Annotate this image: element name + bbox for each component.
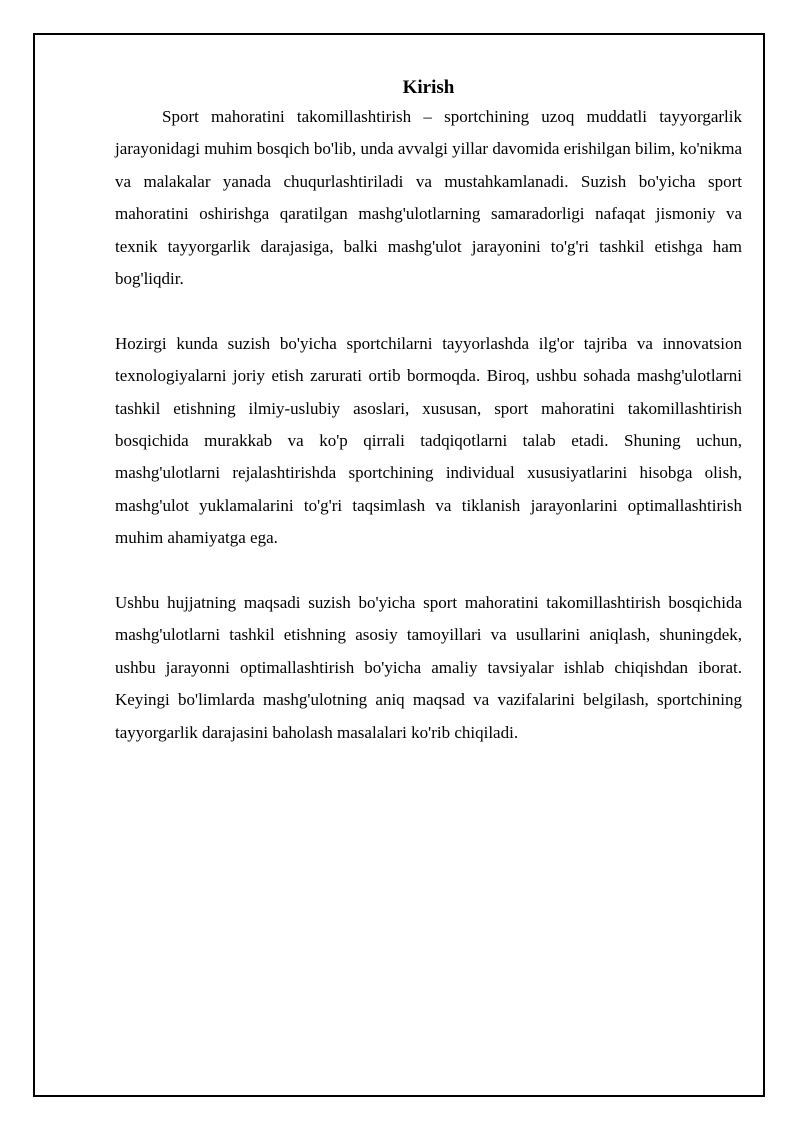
paragraph-spacer: [115, 295, 742, 327]
paragraph-intro: Sport mahoratini takomillashtirish – sportchining uzoq muddatli tayyorgarlik jarayonidagi muhim bosqich bo'lib, unda avvalgi yillar davomida erishilgan bilim, ko'nikma va malakalar yanada chuqurlashtiriladi va mustahkamlanadi. Suzish bo'yicha sport mahoratini oshirishga qaratilgan mashg'ulotlarning samaradorligi nafaqat jismoniy va texnik tayyorgarlik darajasiga, balki mashg'ulot jarayonini to'g'ri tashkil etishga ham bog'liqdir.: [115, 107, 742, 289]
paragraph-purpose: Ushbu hujjatning maqsadi suzish bo'yicha sport mahoratini takomillashtirish bosqichida mashg'ulotlarni tashkil etishning asosiy tamoyillari va usullarini aniqlash, shuningdek, ushbu jarayonni optimallashtirish bo'yicha amaliy tavsiyalar ishlab chiqishdan iborat. Keyingi bo'limlarda mashg'ulotning aniq maqsad va vazifalarini belgilash, sportchining tayyorgarlik darajasini baholash masalalari ko'rib chiqiladi.: [115, 593, 742, 742]
paragraph-spacer: [115, 555, 742, 587]
paragraph-context: Hozirgi kunda suzish bo'yicha sportchilarni tayyorlashda ilg'or tajriba va innovatsion texnologiyalarni joriy etish zarurati ortib bormoqda. Biroq, ushbu sohada mashg'ulotlarni tashkil etishning ilmiy-uslubiy asoslari, xususan, sport mahoratini takomillashtirish bosqichida murakkab va ko'p qirrali tadqiqotlarni talab etadi. Shuning uchun, mashg'ulotlarni rejalashtirishda sportchining individual xususiyatlarini hisobga olish, mashg'ulot yuklamalarini to'g'ri taqsimlash va tiklanish jarayonlarini optimallashtirish muhim ahamiyatga ega.: [115, 333, 742, 548]
document-title: Kirish: [402, 77, 455, 98]
document-body: [115, 77, 742, 749]
